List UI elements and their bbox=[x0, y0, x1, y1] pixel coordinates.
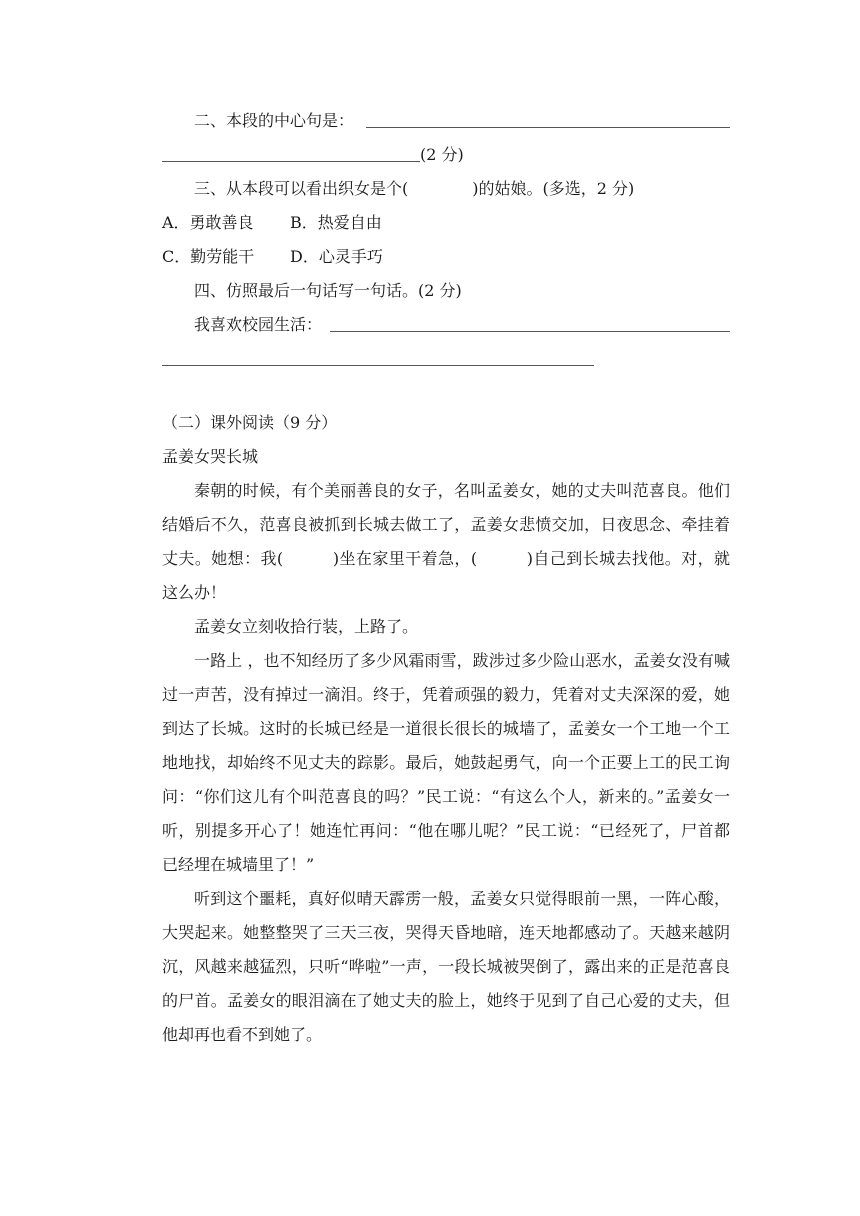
passage-paragraph-2: 孟姜女立刻收拾行装，上路了。 bbox=[194, 617, 419, 636]
passage-paragraph-3: 一路上 ，也不知经历了多少风霜雨雪，跋涉过多少险山恶水，孟姜女没有喊过一声苦，没有掉过一滴泪。终于，凭着顽强的毅力，凭着对丈夫深深的爱，她到达了长城。这时的长城已经是一道很长很长的城墙了，孟姜女一个工地一个工地地找，却始终不见丈夫的踪影。最后，她鼓起勇气，向一个正要上工的民工询问：“你们这儿有个叫范喜良的吗？”民工说：“有这么个人，新来的。”孟姜女一听，别提多开心了！她连忙再问：“他在哪儿呢？”民工说：“已经死了，尸首都已经埋在城墙里了！” bbox=[162, 651, 730, 874]
answer-blank-q2-line2[interactable] bbox=[162, 161, 420, 162]
question-2 bbox=[194, 104, 730, 138]
answer-blank-q4-line1[interactable] bbox=[330, 331, 730, 332]
option-b[interactable]: B．热爱自由 bbox=[290, 213, 382, 232]
question-3-options-row2 bbox=[162, 240, 730, 274]
question-2-prompt: 二、本段的中心句是： bbox=[194, 111, 355, 130]
passage-paragraph-4: 听到这个噩耗，真好似晴天霹雳一般，孟姜女只觉得眼前一黑，一阵心酸，大哭起来。她整整哭了三天三夜，哭得天昏地暗，连天地都感动了。天越来越阴沉，风越来越猛烈，只听“哗啦”一声，一段长城被哭倒了，露出来的正是范喜良的尸首。孟姜女的眼泪滴在了她丈夫的脸上，她终于见到了自己心爱的丈夫，但他却再也看不到她了。 bbox=[162, 889, 730, 1044]
section-heading-text: （二）课外阅读（9 分） bbox=[162, 413, 338, 432]
option-a[interactable]: A．勇敢善良 bbox=[162, 213, 254, 232]
question-3-prompt-start: 三、从本段可以看出织女是个( bbox=[194, 179, 409, 198]
passage-title bbox=[162, 440, 730, 474]
answer-blank-q4-line2[interactable] bbox=[162, 365, 594, 366]
question-4-lead-row bbox=[194, 308, 730, 342]
question-3-prompt-end: )的姑娘。(多选，2 分) bbox=[472, 179, 635, 198]
question-2-score bbox=[420, 138, 520, 172]
answer-blank-q2-line1[interactable] bbox=[366, 127, 730, 128]
option-c[interactable]: C．勤劳能干 bbox=[162, 247, 255, 266]
question-3-options-row1 bbox=[162, 206, 730, 240]
section-heading bbox=[162, 406, 730, 440]
question-4 bbox=[194, 274, 730, 308]
passage-title-text: 孟姜女哭长城 bbox=[162, 447, 259, 466]
score-label: (2 分) bbox=[420, 145, 464, 164]
question-4-lead: 我喜欢校园生活： bbox=[194, 315, 323, 334]
option-d[interactable]: D．心灵手巧 bbox=[290, 247, 383, 266]
question-4-prompt: 四、仿照最后一句话写一句话。(2 分) bbox=[194, 281, 462, 300]
question-3 bbox=[194, 172, 730, 206]
passage-paragraph-1: 秦朝的时候，有个美丽善良的女子，名叫孟姜女，她的丈夫叫范喜良。他们结婚后不久，范喜良被抓到长城去做工了，孟姜女悲愤交加，日夜思念、牵挂着丈夫。她想：我( )坐在家里干着急，( )自己到长城去找他。对，就这么办！ bbox=[162, 481, 730, 602]
